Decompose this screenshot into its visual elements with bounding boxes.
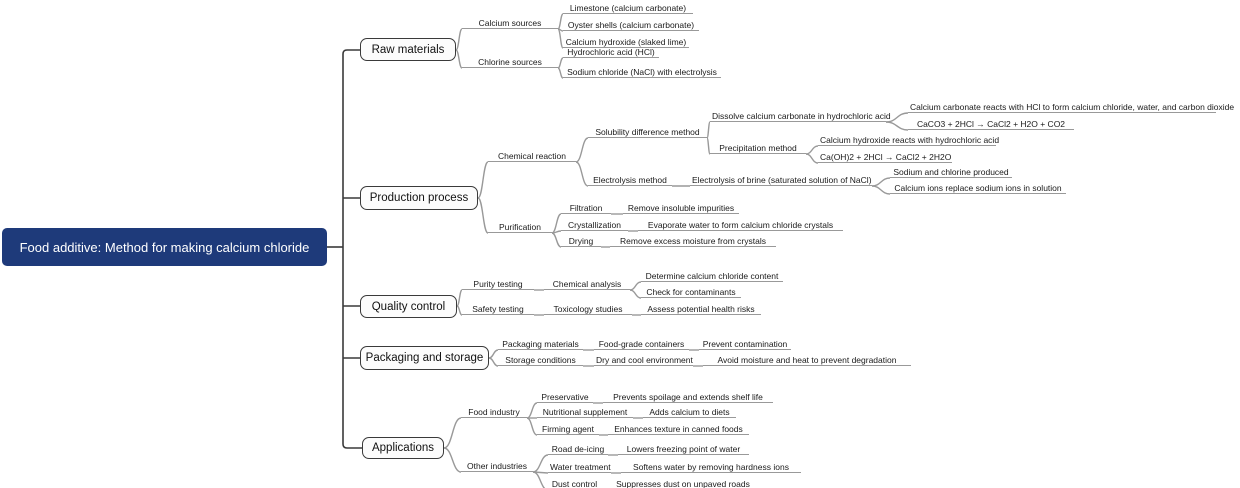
node-assess-risks[interactable]: Assess potential health risks xyxy=(641,303,761,315)
node-food-industry[interactable]: Food industry xyxy=(461,406,527,418)
node-avoid-moisture-heat[interactable]: Avoid moisture and heat to prevent degradation xyxy=(703,354,911,366)
node-water-treatment[interactable]: Water treatment xyxy=(550,462,611,472)
node-dust-control-desc[interactable]: Suppresses dust on unpaved roads xyxy=(610,478,756,488)
node-nutritional-desc[interactable]: Adds calcium to diets xyxy=(643,406,736,418)
node-crystallization[interactable]: Crystallization xyxy=(561,219,628,231)
node-crystallization-desc[interactable]: Evaporate water to form calcium chloride crystals xyxy=(638,219,843,231)
node-other-industries[interactable]: Other industries xyxy=(461,460,533,472)
node-limestone[interactable]: Limestone (calcium carbonate) xyxy=(563,2,693,14)
node-check-contaminants[interactable]: Check for contaminants xyxy=(641,286,741,298)
node-preservative[interactable]: Preservative xyxy=(537,391,593,403)
node-calcium-sources[interactable]: Calcium sources xyxy=(462,17,558,29)
node-prevent-contamination[interactable]: Prevent contamination xyxy=(699,338,791,350)
root-node[interactable]: Food additive: Method for making calcium chloride xyxy=(2,228,327,266)
node-preservative-desc[interactable]: Prevents spoilage and extends shelf life xyxy=(603,391,773,403)
node-drying[interactable]: Drying xyxy=(561,235,601,247)
node-dry-cool-environment[interactable]: Dry and cool environment xyxy=(596,355,693,365)
node-chemical-reaction[interactable]: Chemical reaction xyxy=(488,150,576,162)
node-electrolysis-method[interactable]: Electrolysis method xyxy=(588,174,672,186)
node-toxicology-studies[interactable]: Toxicology studies xyxy=(544,303,632,315)
node-packaging-materials[interactable]: Packaging materials xyxy=(498,338,583,350)
node-calcium-hydroxide[interactable]: Calcium hydroxide (slaked lime) xyxy=(563,36,689,48)
branch-applications[interactable]: Applications xyxy=(362,437,444,459)
node-carbonate-equation[interactable]: CaCO3 + 2HCl → CaCl2 + H2O + CO2 xyxy=(908,118,1074,130)
node-storage-conditions[interactable]: Storage conditions xyxy=(498,354,583,366)
node-dissolve-carbonate[interactable]: Dissolve calcium carbonate in hydrochloric acid xyxy=(712,111,891,121)
trunk-lines xyxy=(327,50,362,448)
node-safety-testing[interactable]: Safety testing xyxy=(462,303,534,315)
branch-raw-materials[interactable]: Raw materials xyxy=(360,38,456,61)
node-filtration-desc[interactable]: Remove insoluble impurities xyxy=(623,202,739,214)
node-electrolysis-brine[interactable]: Electrolysis of brine (saturated solution of NaCl) xyxy=(692,175,872,185)
node-firming-agent[interactable]: Firming agent xyxy=(537,423,599,435)
node-solubility-method[interactable]: Solubility difference method xyxy=(588,126,707,138)
node-oyster-shells[interactable]: Oyster shells (calcium carbonate) xyxy=(563,19,699,31)
node-road-deicing-desc[interactable]: Lowers freezing point of water xyxy=(618,443,749,455)
node-hydrochloric-acid[interactable]: Hydrochloric acid (HCl) xyxy=(563,46,659,58)
branch-quality-control[interactable]: Quality control xyxy=(360,295,457,318)
node-carbonate-reaction[interactable]: Calcium carbonate reacts with HCl to form calcium chloride, water, and carbon dioxide xyxy=(910,102,1235,112)
node-food-grade-containers[interactable]: Food-grade containers xyxy=(594,338,689,350)
node-purification[interactable]: Purification xyxy=(488,221,552,233)
node-brine-products[interactable]: Sodium and chlorine produced xyxy=(890,166,1012,178)
node-ion-exchange[interactable]: Calcium ions replace sodium ions in solution xyxy=(890,182,1066,194)
node-drying-desc[interactable]: Remove excess moisture from crystals xyxy=(610,235,776,247)
node-filtration[interactable]: Filtration xyxy=(561,202,611,214)
node-precipitation-method[interactable]: Precipitation method xyxy=(710,142,806,154)
node-water-treatment-desc[interactable]: Softens water by removing hardness ions xyxy=(621,461,801,473)
node-hydroxide-equation[interactable]: Ca(OH)2 + 2HCl → CaCl2 + 2H2O xyxy=(820,152,952,162)
node-determine-content[interactable]: Determine calcium chloride content xyxy=(641,270,783,282)
node-road-deicing[interactable]: Road de-icing xyxy=(548,443,608,455)
node-chlorine-sources[interactable]: Chlorine sources xyxy=(462,56,558,68)
node-nutritional-supplement[interactable]: Nutritional supplement xyxy=(537,406,633,418)
branch-production-process[interactable]: Production process xyxy=(360,186,478,210)
node-firming-desc[interactable]: Enhances texture in canned foods xyxy=(608,423,749,435)
node-purity-testing[interactable]: Purity testing xyxy=(462,278,534,290)
node-hydroxide-reaction[interactable]: Calcium hydroxide reacts with hydrochloric acid xyxy=(820,135,1000,145)
node-dust-control[interactable]: Dust control xyxy=(548,478,601,488)
node-chemical-analysis[interactable]: Chemical analysis xyxy=(544,278,630,290)
branch-packaging-storage[interactable]: Packaging and storage xyxy=(360,346,489,370)
node-sodium-chloride[interactable]: Sodium chloride (NaCl) with electrolysis xyxy=(563,66,721,78)
